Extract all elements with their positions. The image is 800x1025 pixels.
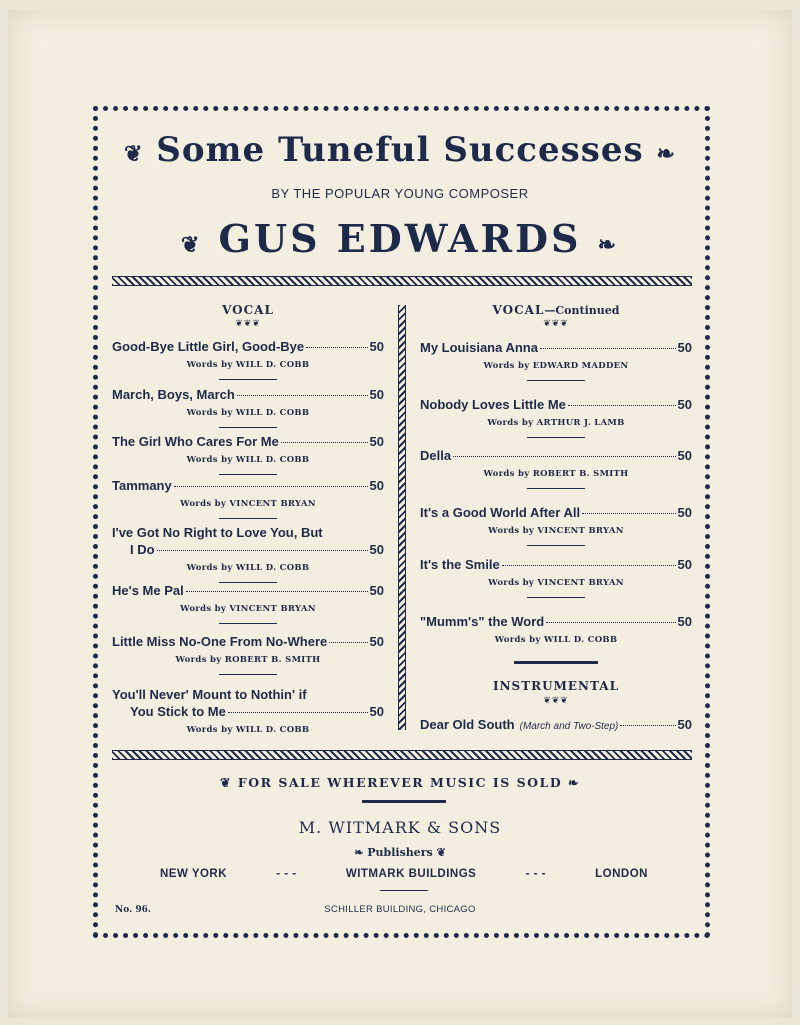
separator-rule [219, 623, 277, 624]
composer-text: GUS EDWARDS [218, 216, 582, 261]
song-price: 50 [677, 614, 692, 629]
song-title: My Louisiana Anna [420, 340, 538, 355]
fleuron-icon: ❦❦❦ [235, 318, 261, 328]
song-price: 50 [369, 434, 384, 449]
song-entry [420, 613, 692, 664]
song-entry [112, 633, 384, 675]
city-line [160, 868, 648, 880]
page-title [0, 130, 800, 170]
song-entry [420, 556, 692, 598]
footer-rule [380, 890, 428, 891]
song-entry [420, 447, 692, 489]
top-ornamental-band [112, 276, 692, 286]
song-price: 50 [677, 340, 692, 355]
song-price: 50 [369, 634, 384, 649]
column-divider [398, 305, 406, 730]
lyricist-credit: Words by WILL D. COBB [186, 408, 310, 418]
lyricist-credit: Words by ROBERT B. SMITH [175, 655, 321, 665]
publisher-role [0, 846, 800, 859]
song-entry [112, 686, 384, 739]
song-note: (March and Two-Step) [519, 721, 619, 732]
lyricist-credit: Words by VINCENT BRYAN [488, 578, 624, 588]
composer-name [0, 216, 800, 261]
song-price: 50 [677, 448, 692, 463]
song-entry [112, 582, 384, 624]
city-london: LONDON [595, 868, 648, 880]
song-entry [420, 396, 692, 438]
catalog-number: No. 96. [115, 905, 151, 915]
instrumental-heading: INSTRUMENTAL [492, 679, 620, 693]
song-title: It's the Smile [420, 557, 500, 572]
song-title: I Do [130, 542, 155, 557]
separator-rule [527, 380, 585, 381]
song-price: 50 [677, 397, 692, 412]
song-title: You Stick to Me [130, 704, 226, 719]
lyricist-credit: Words by VINCENT BRYAN [180, 604, 316, 614]
song-price: 50 [369, 478, 384, 493]
song-title: Good-Bye Little Girl, Good-Bye [112, 339, 305, 354]
right-heading-suffix: —Continued [544, 304, 620, 317]
lyricist-credit: Words by VINCENT BRYAN [180, 499, 316, 509]
bottom-ornamental-band [112, 750, 692, 760]
fleuron-icon: ❦❦❦ [543, 695, 569, 705]
song-title: Nobody Loves Little Me [420, 397, 566, 412]
song-entry [112, 338, 384, 380]
leaf-ornament-icon: ❧ [656, 141, 676, 167]
song-price: 50 [369, 387, 384, 402]
subtitle: BY THE POPULAR YOUNG COMPOSER [271, 186, 529, 201]
lyricist-credit: Words by WILL D. COBB [494, 635, 618, 645]
separator-rule [514, 661, 598, 664]
song-title: It's a Good World After All [420, 505, 581, 520]
title-text: Some Tuneful Successes [156, 130, 644, 170]
leaf-ornament-icon: ❦ [180, 232, 203, 258]
song-price: 50 [369, 704, 384, 719]
left-column-heading: VOCAL [222, 303, 274, 317]
chicago-address: SCHILLER BUILDING, CHICAGO [324, 904, 476, 915]
song-title: Dear Old South [420, 717, 515, 732]
song-title: The Girl Who Cares For Me [112, 434, 279, 449]
separator-rule [219, 674, 277, 675]
song-price: 50 [369, 339, 384, 354]
song-entry [112, 386, 384, 428]
separator-rule [527, 437, 585, 438]
separator-rule [527, 488, 585, 489]
song-entry [112, 524, 384, 583]
song-price: 50 [677, 505, 692, 520]
lyricist-credit: Words by WILL D. COBB [186, 455, 310, 465]
song-price: 50 [369, 542, 384, 557]
separator-rule [219, 427, 277, 428]
lyricist-credit: Words by WILL D. COBB [186, 563, 310, 573]
sale-line [0, 775, 800, 790]
separator-rule [219, 518, 277, 519]
instrumental-entry [420, 716, 692, 735]
leaf-ornament-icon: ❦ [219, 775, 232, 790]
publisher-role-text: Publishers [367, 846, 433, 859]
song-title: He's Me Pal [112, 583, 184, 598]
song-title-line1: I've Got No Right to Love You, But [112, 525, 323, 540]
lyricist-credit: Words by WILL D. COBB [186, 725, 310, 735]
city-new-york: NEW YORK [160, 868, 228, 880]
song-price: 50 [677, 717, 692, 732]
song-title-line1: You'll Never' Mount to Nothin' if [112, 687, 307, 702]
song-entry [112, 433, 384, 475]
separator-rule [219, 474, 277, 475]
publisher-name: M. WITMARK & SONS [298, 818, 502, 837]
lyricist-credit: Words by VINCENT BRYAN [488, 526, 624, 536]
song-title: March, Boys, March [112, 387, 235, 402]
footer-rule [362, 800, 446, 803]
song-price: 50 [677, 557, 692, 572]
lyricist-credit: Words by WILL D. COBB [186, 360, 310, 370]
lyricist-credit: Words by EDWARD MADDEN [483, 361, 629, 371]
leaf-ornament-icon: ❧ [597, 232, 620, 258]
leaf-ornament-icon: ❦ [124, 141, 144, 167]
dash-separator: - - - [525, 868, 546, 880]
song-title: "Mumm's" the Word [420, 614, 545, 629]
building-name: WITMARK BUILDINGS [345, 868, 477, 880]
fleuron-icon: ❧ [354, 846, 364, 859]
song-entry [420, 339, 692, 381]
right-column-heading [420, 303, 692, 317]
song-entry [112, 477, 384, 519]
dash-separator: - - - [276, 868, 297, 880]
song-title: Little Miss No-One From No-Where [112, 634, 328, 649]
song-title: Della [420, 448, 452, 463]
lyricist-credit: Words by ARTHUR J. LAMB [487, 418, 625, 428]
separator-rule [527, 597, 585, 598]
separator-rule [527, 545, 585, 546]
separator-rule [219, 379, 277, 380]
right-heading-text: VOCAL [492, 303, 545, 317]
fleuron-icon: ❦❦❦ [543, 318, 569, 328]
sale-text: FOR SALE WHEREVER MUSIC IS SOLD [237, 775, 563, 790]
leaf-ornament-icon: ❧ [568, 775, 581, 790]
song-price: 50 [369, 583, 384, 598]
song-entry [420, 504, 692, 546]
fleuron-icon: ❦ [436, 846, 446, 859]
lyricist-credit: Words by ROBERT B. SMITH [483, 469, 629, 479]
song-title: Tammany [112, 478, 172, 493]
